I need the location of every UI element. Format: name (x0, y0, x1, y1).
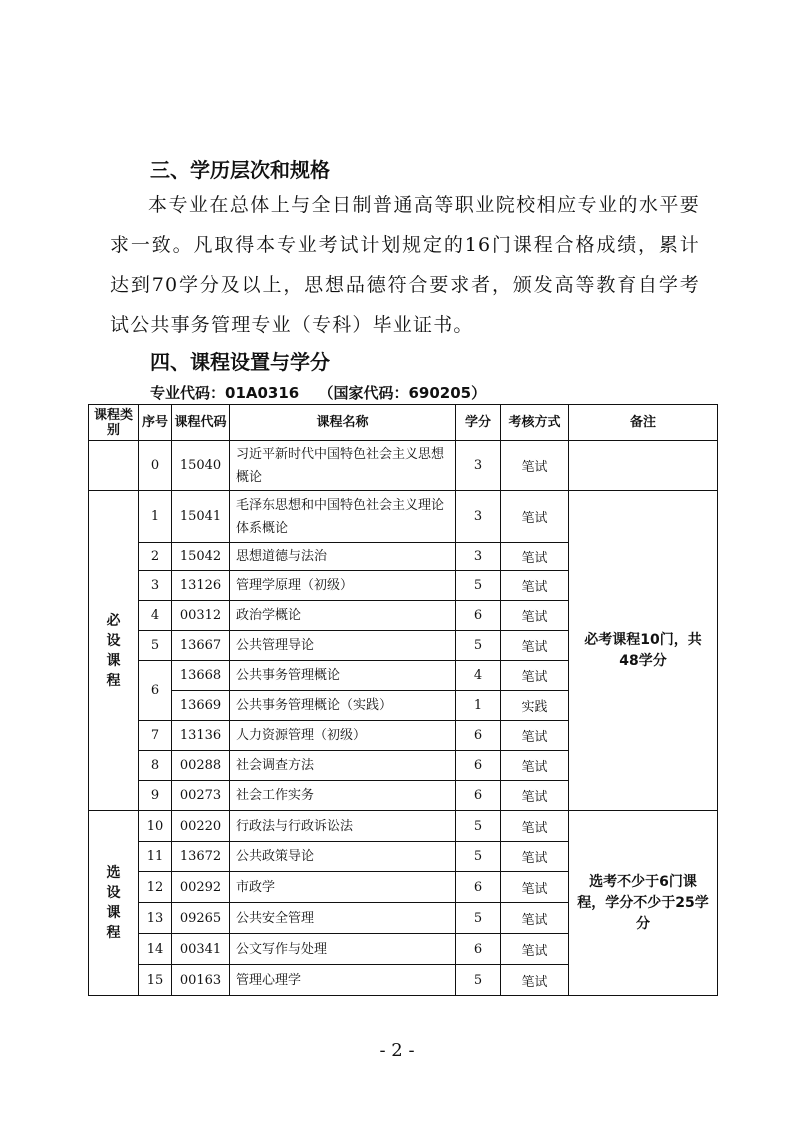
name-cell: 社会工作实务 (230, 781, 456, 811)
name-cell: 毛泽东思想和中国特色社会主义理论体系概论 (230, 491, 456, 543)
exam-cell: 笔试 (501, 571, 569, 601)
exam-cell: 笔试 (501, 491, 569, 543)
exam-cell: 笔试 (501, 934, 569, 965)
code-cell: 00220 (172, 811, 230, 842)
name-cell: 习近平新时代中国特色社会主义思想概论 (230, 441, 456, 491)
table-row (89, 491, 718, 543)
code-cell: 13126 (172, 571, 230, 601)
credit-cell: 1 (456, 691, 501, 721)
table-header-row (89, 405, 718, 441)
credit-cell: 5 (456, 903, 501, 934)
seq-cell: 9 (139, 781, 172, 811)
seq-cell: 0 (139, 441, 172, 491)
seq-cell: 3 (139, 571, 172, 601)
credit-cell: 6 (456, 601, 501, 631)
code-cell: 09265 (172, 903, 230, 934)
code-cell: 13668 (172, 661, 230, 691)
name-cell: 公共安全管理 (230, 903, 456, 934)
credit-cell: 3 (456, 543, 501, 571)
credit-cell: 5 (456, 811, 501, 842)
credit-cell: 6 (456, 934, 501, 965)
seq-cell: 7 (139, 721, 172, 751)
table-row (89, 441, 718, 491)
credit-cell: 6 (456, 721, 501, 751)
note-required: 必考课程10门，共48学分 (569, 491, 718, 811)
exam-cell: 实践 (501, 691, 569, 721)
header-note: 备注 (569, 405, 718, 441)
code-cell: 13669 (172, 691, 230, 721)
name-cell: 公共事务管理概论 (230, 661, 456, 691)
header-exam: 考核方式 (501, 405, 569, 441)
category-elective-label: 选 设 课 程 (106, 865, 121, 941)
major-code: 专业代码：01A0316 (150, 384, 300, 402)
seq-cell: 6 (139, 661, 172, 721)
section3-paragraph: 本专业在总体上与全日制普通高等职业院校相应专业的水平要求一致。凡取得本专业考试计划规定的16门课程合格成绩，累计达到70学分及以上，思想品德符合要求者，颁发高等教育自学考试公共事务管理专业（专科）毕业证书。 (110, 194, 700, 336)
exam-cell: 笔试 (501, 601, 569, 631)
credit-cell: 6 (456, 751, 501, 781)
name-cell: 公共管理导论 (230, 631, 456, 661)
code-cell: 00273 (172, 781, 230, 811)
table-row (89, 811, 718, 842)
exam-cell: 笔试 (501, 811, 569, 842)
exam-cell: 笔试 (501, 721, 569, 751)
seq-cell: 10 (139, 811, 172, 842)
code-cell: 00341 (172, 934, 230, 965)
course-table (88, 404, 718, 996)
credit-cell: 4 (456, 661, 501, 691)
seq-cell: 1 (139, 491, 172, 543)
exam-cell: 笔试 (501, 441, 569, 491)
header-name: 课程名称 (230, 405, 456, 441)
name-cell: 公共事务管理概论（实践） (230, 691, 456, 721)
category-elective (89, 811, 139, 996)
seq-cell: 5 (139, 631, 172, 661)
note-cell (569, 441, 718, 491)
credit-cell: 5 (456, 965, 501, 996)
exam-cell: 笔试 (501, 781, 569, 811)
category-required (89, 491, 139, 811)
major-code-line (150, 382, 500, 403)
code-cell: 00312 (172, 601, 230, 631)
exam-cell: 笔试 (501, 842, 569, 872)
name-cell: 社会调查方法 (230, 751, 456, 781)
seq-cell: 11 (139, 842, 172, 872)
credit-cell: 5 (456, 842, 501, 872)
page-number: - 2 - (379, 1040, 415, 1061)
name-cell: 公文写作与处理 (230, 934, 456, 965)
category-required-label: 必 设 课 程 (106, 612, 121, 689)
name-cell: 公共政策导论 (230, 842, 456, 872)
seq-cell: 15 (139, 965, 172, 996)
seq-cell: 14 (139, 934, 172, 965)
code-cell: 00288 (172, 751, 230, 781)
credit-cell: 6 (456, 781, 501, 811)
seq-cell: 12 (139, 872, 172, 903)
name-cell: 行政法与行政诉讼法 (230, 811, 456, 842)
header-credit: 学分 (456, 405, 501, 441)
exam-cell: 笔试 (501, 543, 569, 571)
section4-heading: 四、课程设置与学分 (150, 350, 330, 374)
exam-cell: 笔试 (501, 661, 569, 691)
name-cell: 管理学原理（初级） (230, 571, 456, 601)
name-cell: 人力资源管理（初级） (230, 721, 456, 751)
seq-cell: 8 (139, 751, 172, 781)
header-seq: 序号 (139, 405, 172, 441)
code-cell: 13672 (172, 842, 230, 872)
credit-cell: 3 (456, 441, 501, 491)
seq-cell: 4 (139, 601, 172, 631)
exam-cell: 笔试 (501, 903, 569, 934)
credit-cell: 3 (456, 491, 501, 543)
credit-cell: 5 (456, 571, 501, 601)
seq-cell: 2 (139, 543, 172, 571)
name-cell: 管理心理学 (230, 965, 456, 996)
national-code: （国家代码：690205） (318, 384, 487, 402)
code-cell: 13136 (172, 721, 230, 751)
credit-cell: 6 (456, 872, 501, 903)
seq-cell: 13 (139, 903, 172, 934)
code-cell: 15042 (172, 543, 230, 571)
code-cell: 15041 (172, 491, 230, 543)
category-cell (89, 441, 139, 491)
exam-cell: 笔试 (501, 965, 569, 996)
credit-cell: 5 (456, 631, 501, 661)
header-category: 课程类别 (89, 405, 139, 441)
code-cell: 00292 (172, 872, 230, 903)
name-cell: 市政学 (230, 872, 456, 903)
code-cell: 15040 (172, 441, 230, 491)
code-cell: 00163 (172, 965, 230, 996)
note-elective: 选考不少于6门课程，学分不少于25学分 (569, 811, 718, 996)
exam-cell: 笔试 (501, 872, 569, 903)
exam-cell: 笔试 (501, 751, 569, 781)
exam-cell: 笔试 (501, 631, 569, 661)
name-cell: 思想道德与法治 (230, 543, 456, 571)
name-cell: 政治学概论 (230, 601, 456, 631)
section3-heading: 三、学历层次和规格 (150, 158, 330, 182)
code-cell: 13667 (172, 631, 230, 661)
header-code: 课程代码 (172, 405, 230, 441)
